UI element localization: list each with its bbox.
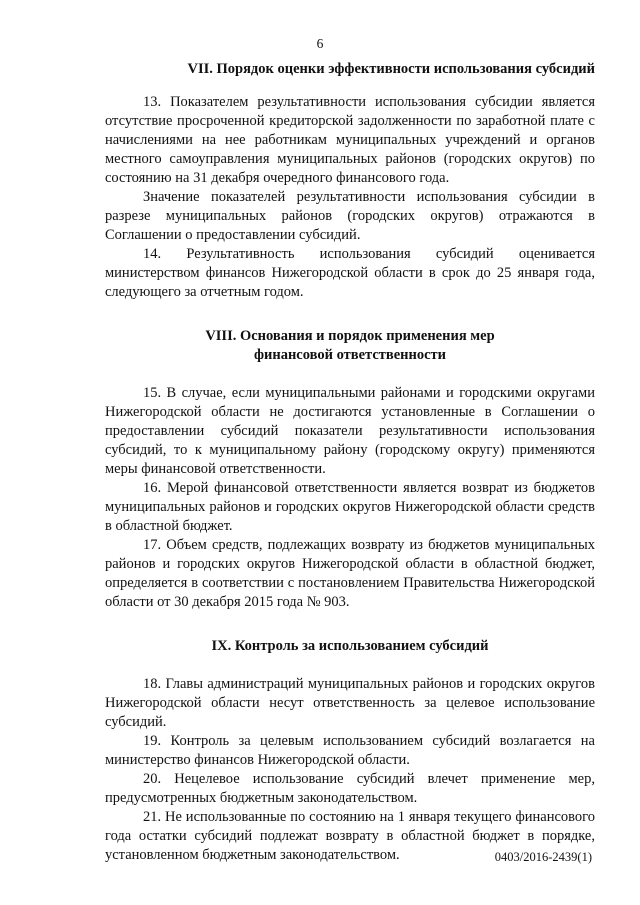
paragraph-21: 21. Не использованные по состоянию на 1 января текущего финансового года остатки субсидий подлежат возврату в областной бюджет в порядке, установленном бюджетным законодательством. bbox=[105, 809, 595, 863]
section-heading-viii bbox=[105, 327, 595, 365]
section-heading-ix: IX. Контроль за использованием субсидий bbox=[211, 638, 489, 654]
paragraph-18: 18. Главы администраций муниципальных районов и городских округов Нижегородской области несут ответственность за целевое использование субсидий. bbox=[105, 676, 595, 730]
paragraph-19: 19. Контроль за целевым использованием субсидий возлагается на министерство финансов Нижегородской области. bbox=[105, 733, 595, 768]
document-code: 0403/2016-2439(1) bbox=[494, 850, 592, 864]
section-heading-viii-line2: финансовой ответственности bbox=[253, 347, 447, 363]
section-heading-viii-line1: VIII. Основания и порядок применения мер bbox=[205, 328, 495, 344]
page-number: 6 bbox=[316, 36, 324, 51]
section-heading-vii: VII. Порядок оценки эффективности использования субсидий bbox=[187, 61, 595, 77]
paragraph-20: 20. Нецелевое использование субсидий влечет применение мер, предусмотренных бюджетным законодательством. bbox=[105, 771, 595, 806]
paragraph-14: 14. Результативность использования субсидий оценивается министерством финансов Нижегородской области в срок до 25 января года, следующего за отчетным годом. bbox=[105, 246, 595, 300]
paragraph-indicator-values: Значение показателей результативности использования субсидии в разрезе муниципальных районов (городских округов) отражаются в Соглашении о предоставлении субсидий. bbox=[105, 189, 595, 243]
paragraph-16: 16. Мерой финансовой ответственности является возврат из бюджетов муниципальных районов и городских округов Нижегородской области средств в областной бюджет. bbox=[105, 480, 595, 534]
paragraph-17: 17. Объем средств, подлежащих возврату из бюджетов муниципальных районов и городских округов Нижегородской области в областной бюджет, определяется в соответствии с постановлением Правительства Нижегородской области от 30 декабря 2015 года № 903. bbox=[105, 537, 595, 610]
paragraph-13: 13. Показателем результативности использования субсидии является отсутствие просроченной кредиторской задолженности по заработной плате с начислениями на нее работникам муниципальных учреждений и органов местного самоуправления муниципальных районов (городских округов) по состоянию на 31 декабря очередного финансового года. bbox=[105, 94, 595, 186]
paragraph-15: 15. В случае, если муниципальными районами и городскими округами Нижегородской области не достигаются установленные в Соглашении о предоставлении субсидий показатели результативности использования субсидий, то к муниципальному району (городскому округу) применяются меры финансовой ответственности. bbox=[105, 385, 595, 477]
document-body bbox=[105, 60, 595, 865]
